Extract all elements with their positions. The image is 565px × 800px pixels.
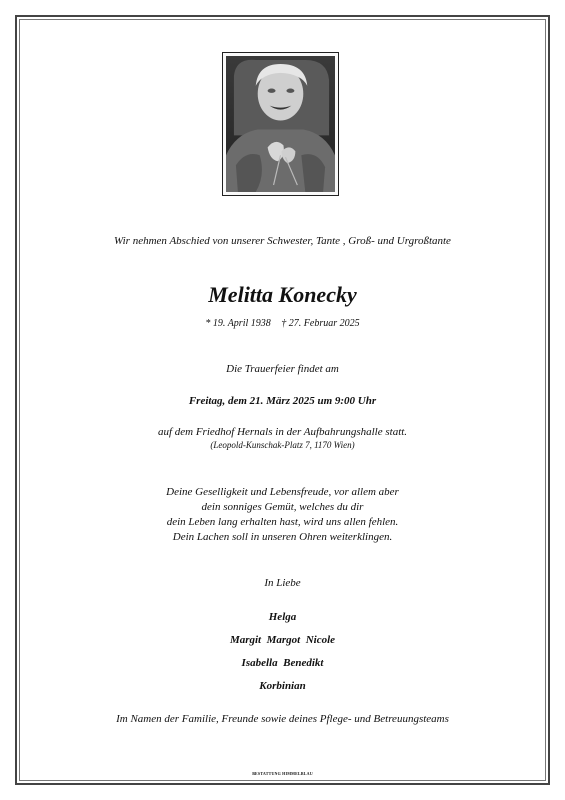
ceremony-place: auf dem Friedhof Hernals in der Aufbahrungshalle statt. [157,426,408,438]
ceremony-datetime: Freitag, dem 21. März 2025 um 9:00 Uhr [188,395,377,407]
life-dates [0,318,565,329]
ceremony-address: (Leopold-Kunschak-Platz 7, 1170 Wien) [210,440,355,450]
family-line: Isabella Benedikt [241,657,324,669]
verse-line: dein sonniges Gemüt, welches du dir [201,501,364,513]
verse-line: Deine Geselligkeit und Lebensfreude, vor allem aber [166,486,399,498]
ceremony-intro: Die Trauerfeier findet am [226,363,339,375]
intro-text: Wir nehmen Abschied von unserer Schwester, Tante , Groß- und Urgroßtante [114,235,451,247]
verse-line: dein Leben lang erhalten hast, wird uns allen fehlen. [166,516,399,528]
verse-line: Dein Lachen soll in unseren Ohren weiterklingen. [172,531,393,543]
family-line: Helga [268,611,297,623]
undertaker-imprint: BESTATTUNG HIMMELBLAU [252,771,313,776]
in-love-text: In Liebe [264,577,301,589]
family-line: Korbinian [259,680,306,692]
death-date: † 27. Februar 2025 [281,318,360,329]
birth-date: * 19. April 1938 [205,318,271,329]
closing-text: Im Namen der Familie, Freunde sowie deines Pflege- und Betreuungsteams [116,713,449,725]
portrait-photo [222,52,339,196]
portrait-image [226,56,335,192]
family-line: Margit Margot Nicole [229,634,336,646]
deceased-name: Melitta Konecky [208,282,357,307]
